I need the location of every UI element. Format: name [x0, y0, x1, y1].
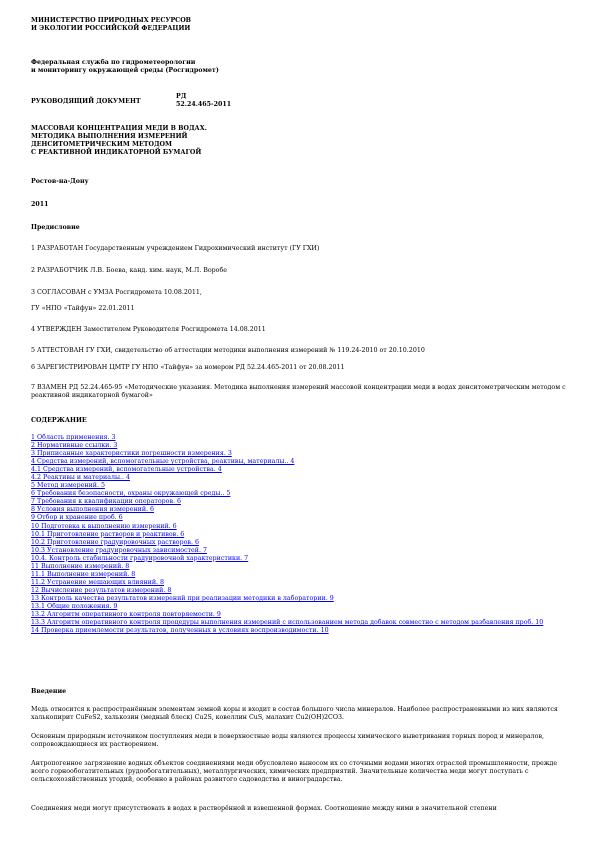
- toc-link[interactable]: 1 Область применения. 3: [31, 434, 116, 441]
- foreword-item: 3 СОГЛАСОВАН с УМЗА Росгидромета 10.08.2011,: [31, 289, 202, 296]
- toc-link[interactable]: 10.4. Контроль стабильности градуировочной характеристики. 7: [31, 554, 249, 562]
- year: 2011: [31, 201, 49, 208]
- foreword-item: 1 РАЗРАБОТАН Государственным учреждением Гидрохимический институт (ГУ ГХИ): [31, 245, 320, 252]
- toc-link[interactable]: 3 Приписанные характеристики погрешности измерения. 3: [31, 450, 232, 458]
- toc-link[interactable]: 11.2 Устранение мешающих влияний. 8: [31, 578, 165, 586]
- intro-paragraph: Основным природным источником поступления меди в поверхностные воды являются процессы химического выветривания горных пород и минералов, сопровождающиеся их растворением.: [31, 733, 544, 748]
- service-line-2: и мониторингу окружающей среды (Росгидромет): [31, 66, 219, 74]
- doc-type: РУКОВОДЯЩИЙ ДОКУМЕНТ: [31, 98, 141, 105]
- toc-link[interactable]: 6 Требования безопасности, охраны окружающей среды.. 5: [31, 490, 231, 498]
- intro-paragraph: Соединения меди могут присутствовать в водах в растворённой и взвешенной формах. Соотношение между ними в значительной степени: [31, 805, 497, 812]
- toc-link[interactable]: 12 Вычисление результатов измерений. 8: [31, 586, 172, 594]
- foreword-item: 6 ЗАРЕГИСТРИРОВАН ЦМТР ГУ НПО «Тайфун» за номером РД 52.24.465-2011 от 20.08.2011: [31, 364, 345, 371]
- toc-link[interactable]: 13.1 Общие положения. 9: [31, 602, 118, 610]
- foreword-item: 4 УТВЕРЖДЕН Заместителем Руководителя Росгидромета 14.08.2011: [31, 326, 266, 333]
- doc-designation: [31, 93, 571, 109]
- foreword-item: 5 АТТЕСТОВАН ГУ ГХИ, свидетельство об аттестации методики выполнения измерений № 119.24-2010 от 20.10.2010: [31, 347, 425, 354]
- toc-link[interactable]: 14 Проверка приемлемости результатов, полученных в условиях воспроизводимости. 10: [31, 627, 329, 635]
- toc-link[interactable]: 10.1 Приготовление растворов и реактивов. 6: [31, 530, 185, 538]
- toc-link[interactable]: 11 Выполнение измерений. 8: [31, 562, 130, 570]
- table-of-contents: [31, 434, 571, 635]
- title-line-4: С РЕАКТИВНОЙ ИНДИКАТОРНОЙ БУМАГОЙ: [31, 148, 202, 156]
- toc-link[interactable]: 8 Условия выполнения измерений. 6: [31, 506, 155, 514]
- toc-link[interactable]: 10.2 Приготовление градуировочных растворов. 6: [31, 538, 199, 546]
- toc-link[interactable]: 5 Метод измерений. 5: [31, 482, 105, 490]
- doc-code-prefix: РД: [176, 93, 187, 100]
- toc-link[interactable]: 13.2 Алгоритм оперативного контроля повторяемости. 9: [31, 611, 221, 619]
- toc-link[interactable]: 11.1 Выполнение измерений. 8: [31, 570, 136, 578]
- intro-paragraph: Антропогенное загрязнение водных объектов соединениями меди обусловлено выносом их со сточными водами многих отраслей промышленности, прежде всего горнообогатительных (рудообогатительных), металлургических, химических предприятий. Значительные количества меди могут поступать с сельскохозяйственных угодий, особенно в районах развитого садоводства и виноградарства.: [31, 760, 558, 783]
- toc-link[interactable]: 13.3 Алгоритм оперативного контроля процедуры выполнения измерений с использованием метода добавок совместно с методом разбавления проб. 10: [31, 619, 544, 627]
- ministry-line-2: И ЭКОЛОГИИ РОССИЙСКОЙ ФЕДЕРАЦИИ: [31, 24, 191, 32]
- toc-link[interactable]: 2 Нормативные ссылки. 3: [31, 442, 118, 450]
- toc-link[interactable]: 10.3 Установление градуировочных зависимостей. 7: [31, 546, 207, 554]
- intro-paragraph: Медь относится к распространённым элементам земной коры и входит в состав большого числа минералов. Наиболее распространенными из них являются халькопирит CuFeS2, халькозин (медный блеск) Cu2S, ковеллин CuS, малахит Cu2(OH)2CO3.: [31, 706, 558, 721]
- foreword-item: 2 РАЗРАБОТЧИК Л.В. Боева, канд. хим. наук, М.Л. Воробе: [31, 267, 227, 274]
- toc-link[interactable]: 13 Контроль качества результатов измерений при реализации методики в лаборатории. 9: [31, 594, 334, 602]
- intro-heading: Введение: [31, 688, 67, 695]
- foreword-heading: Предисловие: [31, 224, 80, 231]
- doc-code-number: 52.24.465-2011: [176, 100, 232, 108]
- title-line-2: МЕТОДИКА ВЫПОЛНЕНИЯ ИЗМЕРЕНИЙ: [31, 132, 188, 140]
- toc-link[interactable]: 4 Средства измерений, вспомогательные устройства, реактивы, материалы.. 4: [31, 458, 295, 466]
- toc-link[interactable]: 9 Отбор и хранение проб. 6: [31, 514, 123, 522]
- service-line-1: Федеральная служба по гидрометеорологии: [31, 59, 196, 66]
- city: Ростов-на-Дону: [31, 178, 89, 185]
- title-line-1: МАССОВАЯ КОНЦЕНТРАЦИЯ МЕДИ В ВОДАХ.: [31, 125, 207, 132]
- toc-link[interactable]: 10 Подготовка к выполнению измерений. 6: [31, 522, 177, 530]
- foreword-item: ГУ «НПО «Тайфун» 22.01.2011: [31, 305, 135, 312]
- service-header: [31, 59, 571, 75]
- ministry-line-1: МИНИСТЕРСТВО ПРИРОДНЫХ РЕСУРСОВ: [31, 17, 192, 24]
- toc-link[interactable]: 4.1 Средства измерений, вспомогательные устройства. 4: [31, 466, 222, 474]
- toc-link[interactable]: 7 Требования к квалификации операторов. 6: [31, 498, 181, 506]
- title-line-3: ДЕНСИТОМЕТРИЧЕСКИМ МЕТОДОМ: [31, 140, 173, 148]
- toc-link[interactable]: 4.2 Реактивы и материалы.. 4: [31, 474, 130, 482]
- doc-title: [31, 125, 571, 156]
- ministry-header: [31, 17, 571, 33]
- toc-heading: СОДЕРЖАНИЕ: [31, 417, 87, 424]
- foreword-item: 7 ВЗАМЕН РД 52.24.465-95 «Методические указания. Методика выполнения измерений массовой концентрации меди в водах денситометрическим методом с реактивной индикаторной бумагой»: [31, 384, 566, 399]
